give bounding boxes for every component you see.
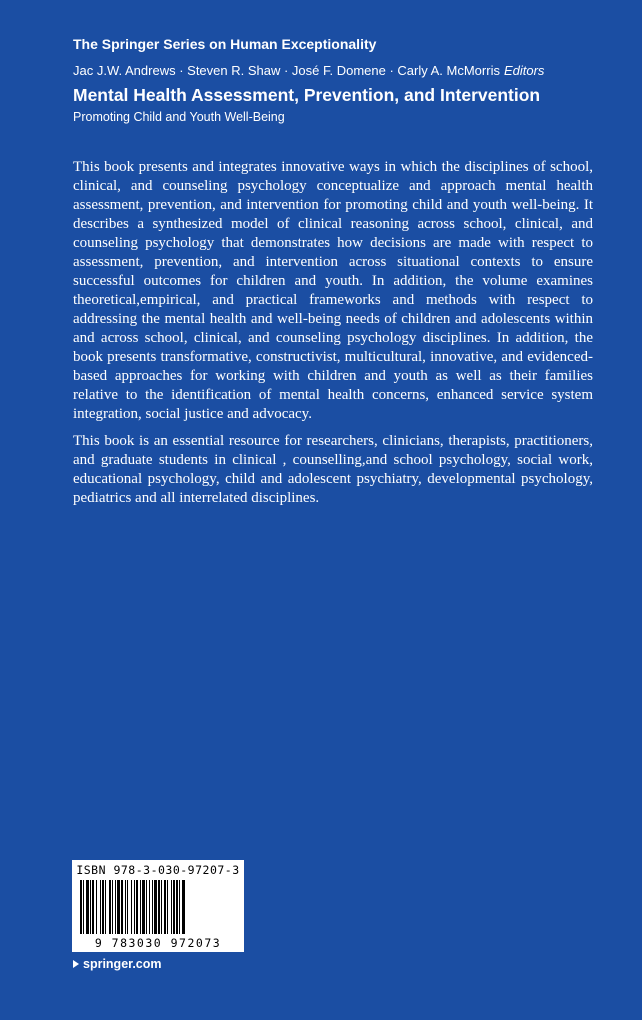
book-subtitle: Promoting Child and Youth Well-Being: [73, 110, 285, 124]
book-title: Mental Health Assessment, Prevention, and Intervention: [73, 85, 541, 105]
triangle-right-icon: [73, 960, 79, 968]
barcode-box: [72, 860, 244, 952]
description: [73, 158, 593, 516]
series-name: The Springer Series on Human Exceptionality: [73, 36, 377, 52]
description-paragraph-1: This book presents and integrates innovative ways in which the disciplines of school, clinical, and counseling psychology conceptualize and approach mental health assessment, prevention, and intervention for promoting child and youth well-being. It describes a synthesized model of clinical reasoning across school, clinical, and counseling psychology that demonstrates how decisions are made with respect to assessment, prevention, and intervention across situational contexts to ensure successful outcomes for children and youth. In addition, the volume examines theoretical,empirical, and practical frameworks and methods with respect to addressing the mental health and well-being needs of children and adolescents within and across school, clinical, and counseling psychology disciplines. In addition, the book presents transformative, constructivist, multicultural, innovative, and evidenced-based approaches for working with children and youth as well as their families relative to the identification of mental health concerns, enhanced service system integration, social justice and advocacy.: [73, 159, 593, 422]
barcode-digits: 9 783030 972073: [94, 936, 222, 950]
editors-role: Editors: [503, 63, 545, 78]
barcode-icon: [78, 880, 238, 934]
isbn-label: ISBN 978-3-030-97207-3: [76, 863, 240, 877]
website-link[interactable]: [73, 957, 162, 971]
editors-line: [73, 63, 544, 78]
website-text: springer.com: [83, 957, 162, 971]
description-paragraph-2: This book is an essential resource for researchers, clinicians, therapists, practitioners, and graduate students in clinical , counselling,and school psychology, social work, educational psychology, child and adolescent psychiatry, developmental psychology, pediatrics and all interrelated disciplines.: [73, 433, 593, 506]
editors-names: Jac J.W. Andrews · Steven R. Shaw · José F. Domene · Carly A. McMorris: [73, 63, 500, 78]
